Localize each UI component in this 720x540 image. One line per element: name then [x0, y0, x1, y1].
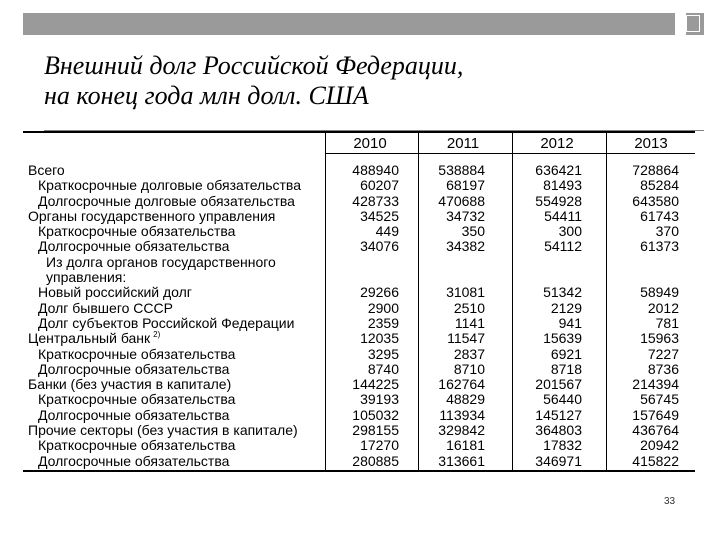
row-label-text: Центральный банк [28, 330, 151, 347]
row-label [28, 209, 275, 224]
value-cell: 34076 [360, 238, 399, 255]
page-number: 33 [664, 496, 676, 507]
row-label-text: Краткосрочные обязательства [38, 391, 236, 408]
value-cell: 781 [655, 314, 679, 331]
value-cell: 16181 [446, 437, 485, 454]
value-cell: 12035 [360, 330, 399, 347]
table-row [28, 301, 698, 316]
value-cell: 415822 [632, 452, 679, 469]
row-label [38, 224, 235, 239]
value-cell: 298155 [352, 422, 399, 439]
row-label [28, 423, 298, 438]
slide-title [44, 51, 463, 111]
value-cell: 201567 [535, 376, 582, 393]
table-row [28, 377, 698, 392]
row-label [46, 270, 126, 285]
row-label-text: Краткосрочные обязательства [38, 223, 236, 240]
row-label [38, 438, 235, 453]
value-cell: 54112 [544, 238, 582, 255]
table-row [28, 392, 698, 407]
value-cell: 636421 [535, 162, 582, 178]
row-label-text: Долг субъектов Российской Федерации [38, 314, 295, 331]
row-label [38, 316, 294, 331]
table-row [28, 224, 698, 239]
value-cell: 56440 [543, 391, 582, 408]
value-cell: 7227 [647, 345, 679, 362]
row-label [38, 194, 295, 209]
slide-top-bar [23, 13, 675, 35]
row-label [38, 178, 301, 193]
value-cell: 280885 [352, 452, 399, 469]
value-cell: 2012 [647, 299, 679, 316]
value-cell: 300 [558, 223, 582, 240]
slide-corner-frame [686, 15, 700, 32]
value-cell: 3295 [367, 345, 399, 362]
row-label [38, 454, 229, 469]
value-cell: 48829 [446, 391, 485, 408]
row-label [28, 163, 65, 178]
value-cell: 31081 [446, 284, 485, 301]
value-cell: 2359 [367, 314, 399, 331]
value-cell: 113934 [439, 406, 485, 423]
value-cell: 54411 [544, 207, 582, 224]
value-cell: 2129 [550, 299, 582, 316]
value-cell: 554928 [535, 192, 582, 209]
footnote-marker: 2) [153, 330, 161, 340]
row-label [38, 347, 235, 362]
title-line-1: Внешний долг Российской Федерации, [44, 51, 464, 80]
value-cell: 68197 [446, 177, 485, 194]
row-label-text: Всего [28, 162, 65, 178]
value-cell: 2510 [453, 299, 485, 316]
year-header: 2010 [353, 135, 387, 152]
row-label-text: управления: [46, 269, 127, 286]
table-row [28, 408, 698, 423]
table-row [28, 194, 698, 209]
value-cell: 20942 [640, 437, 679, 454]
value-cell: 941 [558, 314, 582, 331]
value-cell: 29266 [360, 284, 399, 301]
table-row [28, 423, 698, 438]
row-label [38, 301, 173, 316]
table-row [28, 347, 698, 362]
value-cell: 449 [375, 223, 399, 240]
value-cell: 436764 [632, 422, 679, 439]
value-cell: 61743 [640, 207, 679, 224]
value-cell: 346971 [535, 452, 582, 469]
row-label-text: Органы государственного управления [28, 207, 276, 224]
value-cell: 15639 [543, 330, 582, 347]
row-label [46, 255, 276, 270]
value-cell: 145127 [535, 406, 582, 423]
table-row [28, 362, 698, 377]
table-row [28, 438, 698, 453]
year-header: 2011 [446, 135, 480, 152]
value-cell: 105032 [352, 406, 399, 423]
year-header: 2013 [634, 135, 668, 152]
table-bottom-rule [23, 470, 695, 472]
value-cell: 162764 [438, 376, 485, 393]
title-line-2: на конец года млн долл. США [44, 81, 369, 110]
table-row [28, 255, 698, 270]
value-cell: 34732 [446, 207, 485, 224]
row-label-text: Долгосрочные обязательства [38, 238, 230, 255]
value-cell: 81493 [543, 177, 582, 194]
value-cell: 34382 [446, 238, 485, 255]
table-row [28, 316, 698, 331]
row-label [28, 377, 231, 392]
value-cell: 144225 [352, 376, 399, 393]
value-cell: 728864 [632, 162, 679, 178]
table-row [28, 331, 698, 346]
row-label-text: Долгосрочные обязательства [38, 360, 230, 377]
value-cell: 8710 [453, 360, 485, 377]
table-row [28, 285, 698, 300]
table-row [28, 454, 698, 469]
value-cell: 350 [461, 223, 485, 240]
value-cell: 1141 [454, 314, 485, 331]
value-cell: 428733 [352, 192, 399, 209]
value-cell: 58949 [640, 284, 679, 301]
row-label [38, 408, 229, 423]
value-cell: 329842 [438, 422, 485, 439]
table-top-rule [23, 131, 695, 133]
row-label-text: Новый российский долг [38, 284, 192, 301]
row-label-text: Долгосрочные долговые обязательства [38, 192, 295, 209]
row-label-text: Краткосрочные долговые обязательства [38, 177, 301, 194]
value-cell: 538884 [438, 162, 485, 178]
row-label-text: Из долга органов государственного [46, 253, 276, 270]
value-cell: 470688 [438, 192, 485, 209]
table-row [28, 209, 698, 224]
value-cell: 2900 [367, 299, 399, 316]
value-cell: 56745 [640, 391, 679, 408]
row-label-text: Краткосрочные обязательства [38, 437, 236, 454]
row-label-text: Краткосрочные обязательства [38, 345, 236, 362]
row-label [38, 239, 229, 254]
value-cell: 157649 [632, 406, 679, 423]
table-row [28, 163, 698, 178]
row-label [38, 392, 235, 407]
table-row [28, 178, 698, 193]
row-label [38, 285, 192, 300]
value-cell: 6921 [550, 345, 582, 362]
row-label-text: Долг бывшего СССР [38, 299, 173, 316]
value-cell: 214394 [632, 376, 679, 393]
row-label [28, 331, 160, 346]
table-body [28, 163, 698, 469]
row-label-text: Долгосрочные обязательства [38, 406, 230, 423]
value-cell: 2837 [453, 345, 485, 362]
value-cell: 15963 [640, 330, 679, 347]
value-cell: 11547 [447, 330, 485, 347]
row-label-text: Прочие секторы (без участия в капитале) [28, 422, 298, 439]
table-row [28, 239, 698, 254]
value-cell: 8740 [367, 360, 399, 377]
value-cell: 643580 [632, 192, 679, 209]
row-label-text: Долгосрочные обязательства [38, 452, 230, 469]
year-header-row [0, 135, 720, 153]
value-cell: 85284 [640, 177, 679, 194]
value-cell: 17270 [360, 437, 399, 454]
year-header: 2012 [540, 135, 574, 152]
value-cell: 8718 [550, 360, 582, 377]
value-cell: 8736 [647, 360, 679, 377]
row-label-text: Банки (без участия в капитале) [28, 376, 232, 393]
value-cell: 17832 [543, 437, 582, 454]
value-cell: 61373 [640, 238, 679, 255]
header-rule [325, 153, 695, 154]
value-cell: 370 [655, 223, 679, 240]
value-cell: 39193 [360, 391, 399, 408]
value-cell: 488940 [352, 162, 399, 178]
value-cell: 313661 [438, 452, 485, 469]
value-cell: 60207 [360, 177, 399, 194]
row-label [38, 362, 229, 377]
value-cell: 364803 [535, 422, 582, 439]
value-cell: 34525 [360, 207, 399, 224]
value-cell: 51342 [543, 284, 582, 301]
table-row [28, 270, 698, 285]
